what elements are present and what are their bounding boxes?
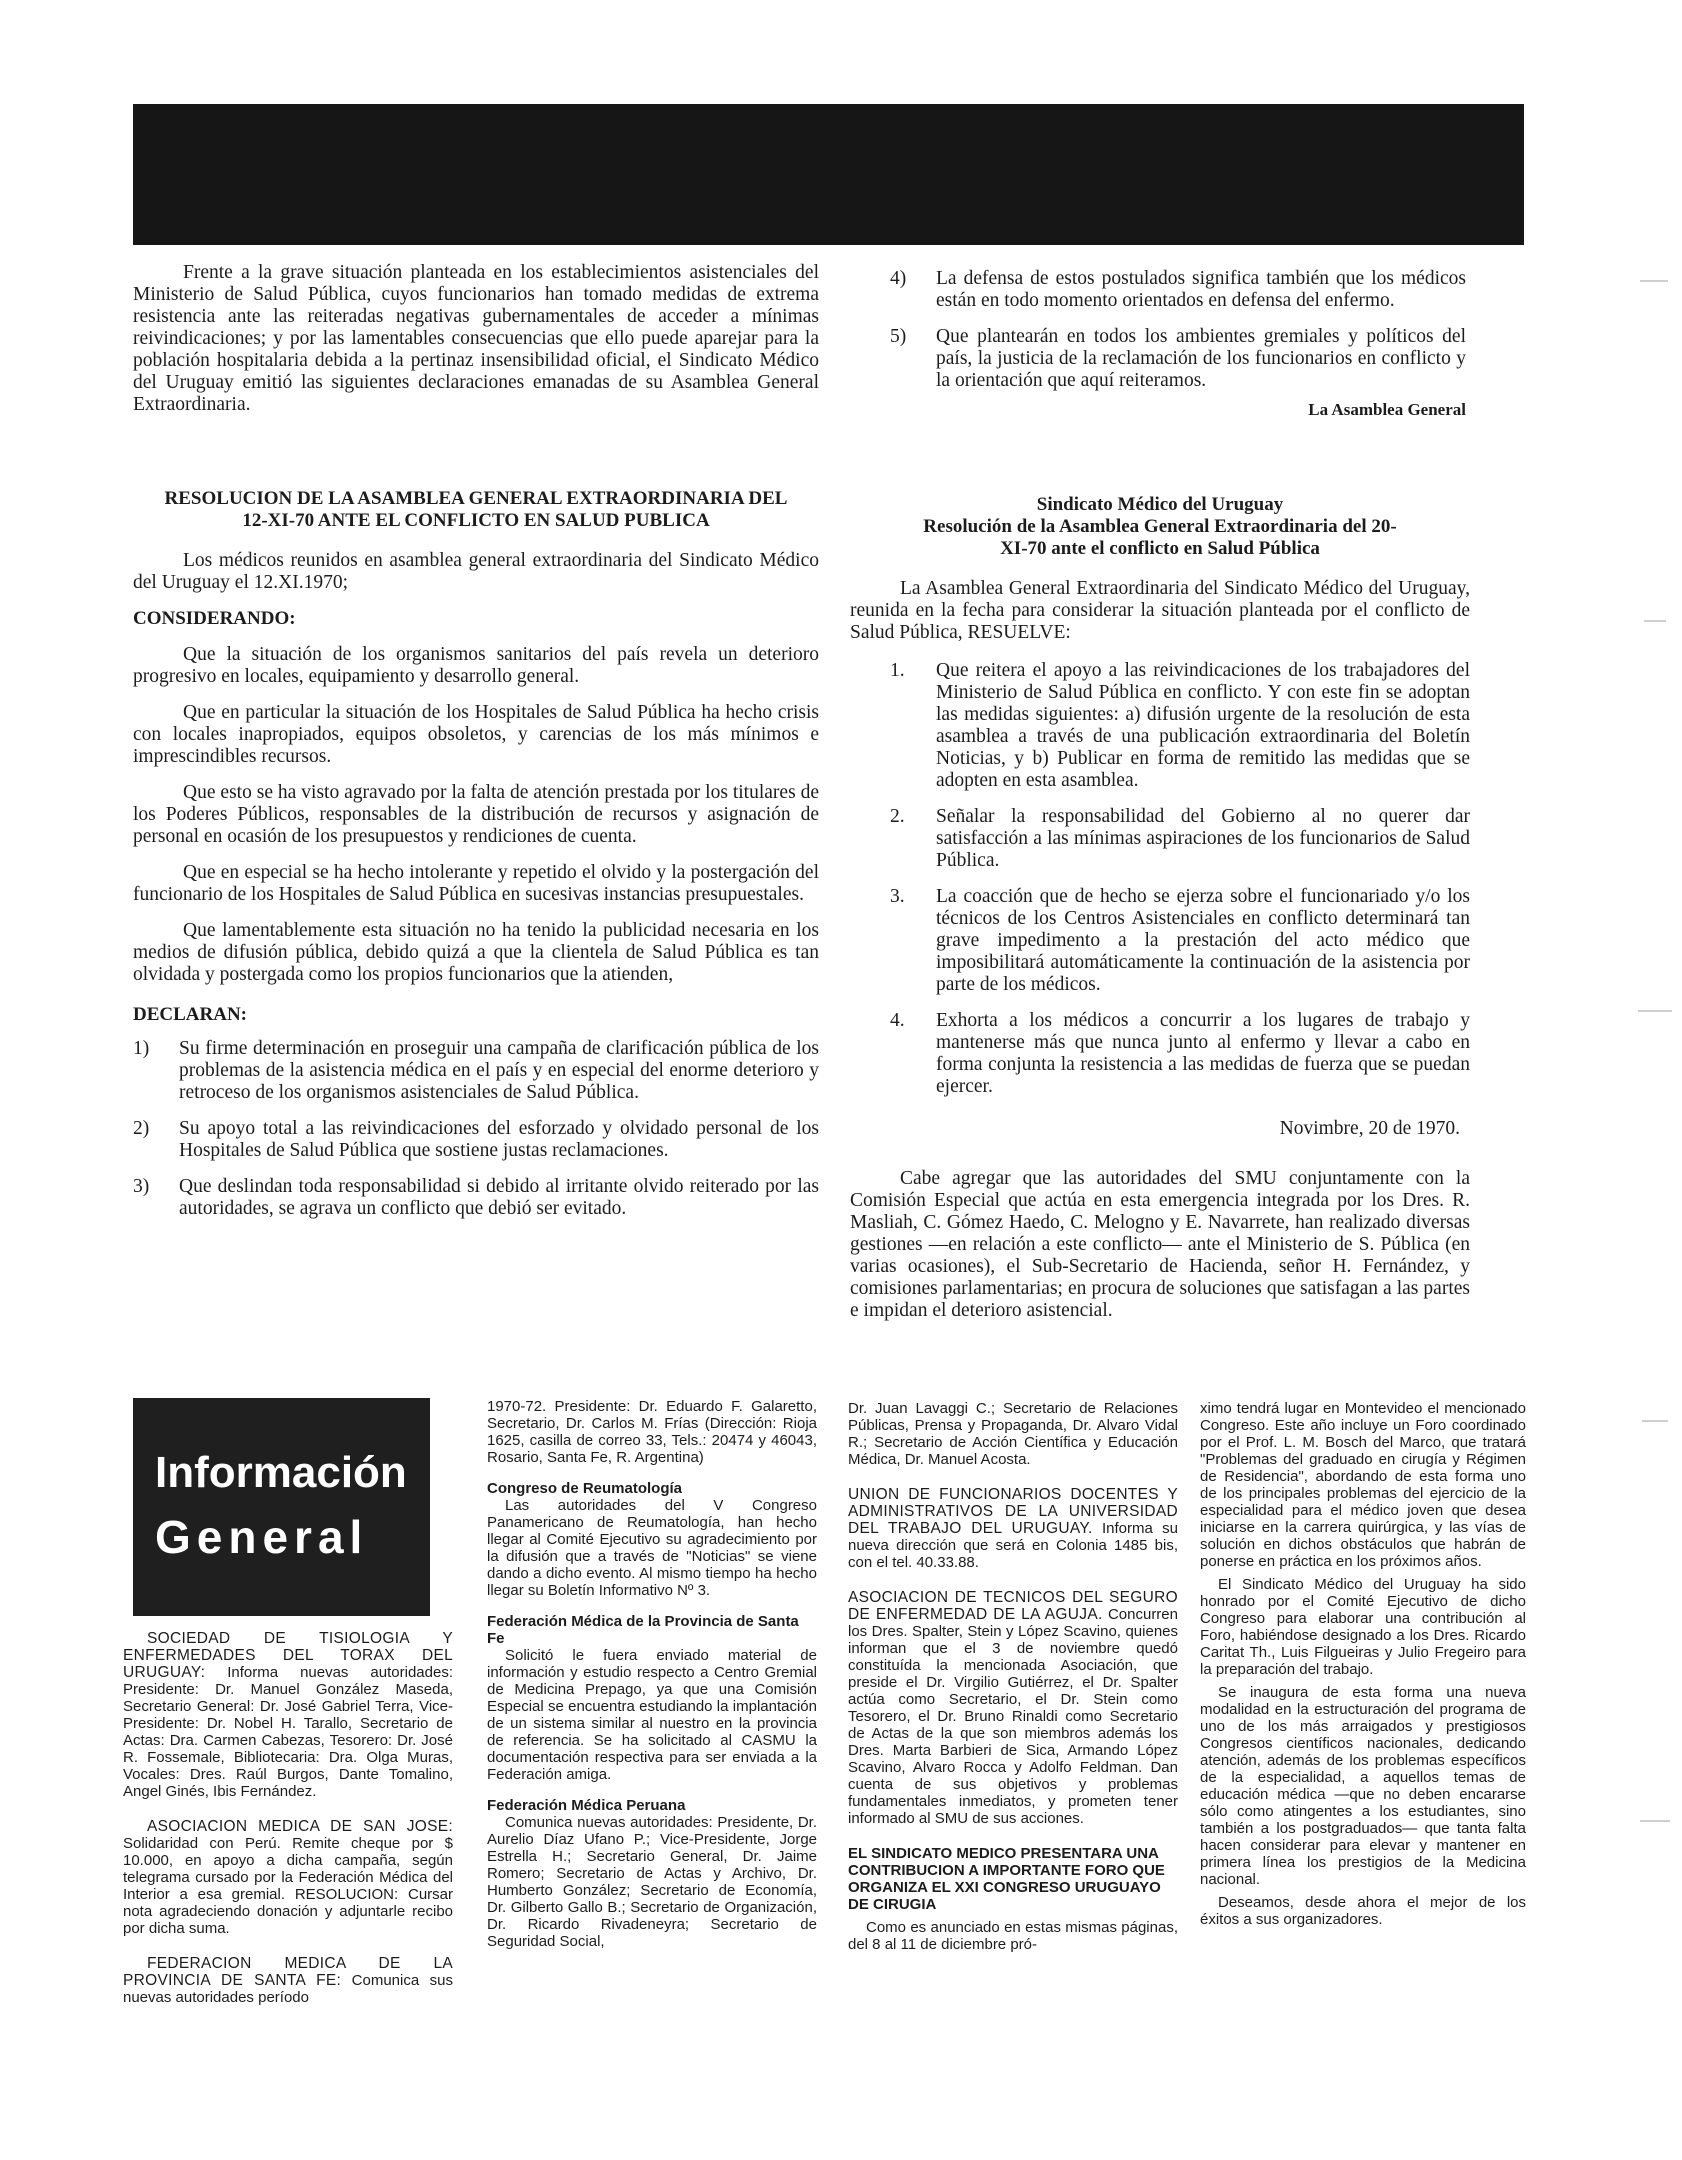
- news-item: [123, 1955, 453, 2006]
- item-text: La coacción que de hecho se ejerza sobre el funcionariado y/o los técnicos de los Centros Asistenciales en conflicto determinará tan grave impedimento a la prestación del acto médico que imposibilitará automáticamente la continuación de la asistencia por parte de los médicos.: [936, 886, 1470, 995]
- resolution-closing: Cabe agregar que las autoridades del SMU conjuntamente con la Comisión Especial que actúa en esta emergencia integrada por los Dres. R. Masliah, C. Gómez Haedo, C. Melogno y E. Navarrete, han realizado diversas gestiones —en relación a este conflicto— ante el Ministerio de S. Pública (en varias ocasiones), el Sub-Secretario de Hacienda, señor H. Fernández, y comisiones parlamentarias; en procura de soluciones que satisfagan a las partes e impidan el deterioro asistencial.: [850, 1168, 1470, 1321]
- scan-mark: [1638, 1010, 1672, 1012]
- item-number: 1.: [890, 660, 905, 681]
- news-item: [123, 1818, 453, 1937]
- news-paragraph: El Sindicato Médico del Uruguay ha sido honrado por el Comité Ejecutivo de dicho Congreso para elaborar una contribución al Foro, habiéndose designado a los Dres. Ricardo Caritat Th., Luis Filgueiras y Julio Fregeiro para la preparación del trabajo.: [1200, 1576, 1526, 1678]
- considerando-paragraph: Que en particular la situación de los Hospitales de Salud Pública ha hecho crisis con locales inapropiados, equipos obsoletos, y carencias de los más mínimos e imprescindibles recursos.: [133, 702, 819, 767]
- considerando-paragraph: Que la situación de los organismos sanitarios del país revela un deterioro progresivo en locales, equipamiento y desarrollo general.: [133, 644, 819, 687]
- news-head: ASOCIACION MEDICA DE SAN JOSE:: [147, 1818, 453, 1835]
- declaran-label: DECLARAN:: [133, 1004, 247, 1025]
- resolution-12-xi-column: [133, 488, 819, 1220]
- news-column-1: [123, 1630, 453, 2006]
- news-feature-head: EL SINDICATO MEDICO PRESENTARA UNA CONTRIBUCION A IMPORTANTE FORO QUE ORGANIZA EL XXI CONGRESO URUGUAYO DE CIRUGIA: [848, 1845, 1165, 1913]
- banner-title-line1: Información: [155, 1448, 407, 1497]
- item-number: 2): [133, 1118, 150, 1139]
- item-text: Señalar la responsabilidad del Gobierno al no querer dar satisfacción a las mínimas aspiraciones de los funcionarios de Salud Pública.: [936, 806, 1470, 871]
- news-column-4: [1200, 1400, 1526, 1928]
- news-head: Congreso de Reumatología: [487, 1480, 683, 1497]
- scan-mark: [1640, 1820, 1670, 1822]
- resolution-20-xi-column: [850, 494, 1470, 1322]
- news-text: Comunica sus nuevas autoridades período: [123, 1972, 454, 2006]
- declaran-item: [133, 1118, 819, 1162]
- news-paragraph: Deseamos, desde ahora el mejor de los éxitos a sus organizadores.: [1200, 1894, 1526, 1928]
- declaran-item: [133, 1038, 819, 1104]
- news-text: Informa nuevas autoridades: Presidente: Dr. Manuel González Maseda, Secretario General: Dr. José Gabriel Terra, Vice-Presidente: Dr. Nobel H. Tarallo, Secretario de Actas: Dra. Carmen Cabezas, Tesorero: Dr. José R. Fossemale, Bibliotecaria: Dra. Olga Muras, Vocales: Dres. Raúl Burgos, Dante Tomalino, Angel Ginés, Ibis Fernández.: [123, 1664, 453, 1800]
- resolution-item: [850, 1010, 1470, 1098]
- news-item: [848, 1589, 1178, 1827]
- news-continuation: Dr. Juan Lavaggi C.; Secretario de Relaciones Públicas, Prensa y Propaganda, Dr. Alvaro Vidal R.; Secretario de Acción Científica y Educación Médica, Dr. Manuel Acosta.: [848, 1400, 1178, 1468]
- resolution-item: [850, 806, 1470, 872]
- scan-edge-marks: [1636, 0, 1676, 2160]
- news-feature-text: Como es anunciado en estas mismas páginas, del 8 al 11 de diciembre pró-: [848, 1919, 1178, 1953]
- resolution-date: Novimbre, 20 de 1970.: [1279, 1118, 1460, 1139]
- news-head: Federación Médica Peruana: [487, 1797, 686, 1814]
- considerando-label: CONSIDERANDO:: [133, 608, 296, 629]
- intro-paragraph: Frente a la grave situación planteada en los establecimientos asistenciales del Ministerio de Salud Pública, cuyos funcionarios han tomado medidas de extrema resistencia ante las reiteradas negativas gubernamentales de acceder a mínimas reivindicaciones; y por las lamentables consecuencias que ello puede aparejar para la población hospitalaria debida a la pertinaz insensibilidad oficial, el Sindicato Médico del Uruguay emitió las siguientes declaraciones emanadas de su Asamblea General Extraordinaria.: [133, 262, 819, 415]
- news-head: FEDERACION MEDICA DE LA PROVINCIA DE SANTA FE:: [123, 1955, 453, 1989]
- item-text: Que reitera el apoyo a las reivindicaciones de los trabajadores del Ministerio de Salud Pública en conflicto. Y con este fin se adoptan las medidas siguientes: a) difusión urgente de la resolución de esta asamblea a través de una publicación extraordinaria del Boletín Noticias, y b) Publicar en forma de remitido las medidas que se adopten en esta asamblea.: [936, 660, 1470, 791]
- item-text: Que deslindan toda responsabilidad si debido al irritante olvido reiterado por las autoridades, se agrava un conflicto que debió ser evitado.: [179, 1176, 819, 1219]
- resolution-title: RESOLUCION DE LA ASAMBLEA GENERAL EXTRAORDINARIA DEL 12-XI-70 ANTE EL CONFLICTO EN SALUD PUBLICA: [164, 488, 788, 531]
- item-number: 3.: [890, 886, 905, 907]
- news-text: Concurren los Dres. Spalter, Stein y López Scavino, quienes informan que el 3 de noviembre quedó constituída la mencionada Asociación, que preside el Dr. Virgilio Gutiérrez, el Dr. Spalter actúa como Secretario, el Dr. Stein como Tesorero, el Dr. Bruno Rinaldi como Secretario de Actas de la que son miembros además los Dres. Marta Barbieri de Sica, Armando López Scavino, Alvaro Rocca y Adolfo Feldman. Dan cuenta de sus objetivos y problemas fundamentales inmediatos, y prometen tener informado al SMU de sus acciones.: [848, 1606, 1178, 1827]
- news-paragraph: Se inaugura de esta forma una nueva modalidad en la estructuración del programa de uno de los más arraigados y prestigiosos Congresos científicos nacionales, dedicando atención, además de los problemas específicos de la especialidad, a aquellos temas de educación médica —que no deben encararse sólo como atingentes a los estudiantes, sino también a los postgraduados— que tanta falta hacen considerar para elevar y mantener en primera línea los prestigios de la Medicina nacional.: [1200, 1684, 1526, 1888]
- scan-mark: [1644, 620, 1666, 622]
- news-head: SOCIEDAD DE TISIOLOGIA Y ENFERMEDADES DEL TORAX DEL URUGUAY:: [123, 1630, 453, 1681]
- news-text: Solidaridad con Perú. Remite cheque por $ 10.000, en apoyo a dicha campaña, según telegrama cursado por la Federación Médica del Interior a esa gremial. RESOLUCION: Cursar nota agradeciendo donación y adjuntarle recibo por dicha suma.: [123, 1835, 453, 1937]
- intro-items-column: [890, 268, 1466, 420]
- resolution-opening: La Asamblea General Extraordinaria del Sindicato Médico del Uruguay, reunida en la fecha para considerar la situación planteada por el conflicto de Salud Pública, RESUELVE:: [850, 578, 1470, 643]
- scan-mark: [1642, 1420, 1668, 1422]
- banner-title-line2: General: [155, 1511, 369, 1563]
- scan-mark: [1640, 280, 1668, 282]
- declaran-item: [133, 1176, 819, 1220]
- resolution-title: Resolución de la Asamblea General Extraordinaria del 20-XI-70 ante el conflicto en Salud Pública: [923, 516, 1397, 559]
- resolution-org: Sindicato Médico del Uruguay: [1036, 494, 1284, 515]
- header-black-bar: [133, 104, 1524, 245]
- news-paragraph: ximo tendrá lugar en Montevideo el mencionado Congreso. Este año incluye un Foro coordinado por el Prof. L. M. Bosch del Marco, que tratará "Problemas del graduado en cirugía y Régimen de Residencia", abordando de esta forma uno de los principales problemas del ejercicio de la especialidad para el médico joven que desea iniciarse en la carrera quirúrgica, y las vías de solución en dichos obstáculos que habrán de ponerse en práctica en los próximos años.: [1200, 1400, 1526, 1570]
- news-text: Solicitó le fuera enviado material de información y estudio respecto a Centro Gremial de Medicina Prepago, ya que una Comisión Especial se encuentra estudiando la implantación de un sistema similar al nuestro en la provincia de referencia. Se ha solicitado al CASMU la documentación respectiva para ser enviada a la Federación amiga.: [487, 1647, 817, 1783]
- news-head: Federación Médica de la Provincia de Santa Fe: [487, 1613, 799, 1647]
- news-text: Comunica nuevas autoridades: Presidente, Dr. Aurelio Díaz Ufano P.; Vice-Presidente, Jorge Estrella H.; Secretario General, Dr. Jaime Romero; Secretario de Actas y Archivo, Dr. Humberto González; Secretario de Economía, Dr. Gilberto Gallo B.; Secretario de Organización, Dr. Ricardo Rivadeneyra; Secretario de Seguridad Social,: [487, 1814, 817, 1950]
- intro-signature: La Asamblea General: [1308, 400, 1466, 419]
- item-text: Su apoyo total a las reivindicaciones del esforzado y olvidado personal de los Hospitales de Salud Pública que sostiene justas reclamaciones.: [179, 1118, 819, 1161]
- item-number: 5): [890, 326, 907, 347]
- resolution-item: [850, 886, 1470, 996]
- item-text: Que plantearán en todos los ambientes gremiales y políticos del país, la justicia de la reclamación de los funcionarios en conflicto y la orientación que aquí reiteramos.: [936, 326, 1466, 391]
- intro-item: [890, 326, 1466, 392]
- news-head: ASOCIACION DE TECNICOS DEL SEGURO DE ENFERMEDAD DE LA AGUJA.: [848, 1589, 1178, 1623]
- item-number: 3): [133, 1176, 150, 1197]
- item-number: 4.: [890, 1010, 905, 1031]
- news-head: UNION DE FUNCIONARIOS DOCENTES Y ADMINISTRATIVOS DE LA UNIVERSIDAD DEL TRABAJO DEL URUGUAY.: [848, 1486, 1178, 1537]
- intro-item: [890, 268, 1466, 312]
- news-item: [848, 1486, 1178, 1571]
- considerando-paragraph: Que lamentablemente esta situación no ha tenido la publicidad necesaria en los medios de difusión pública, debido quizá a que la clientela de Salud Pública es tan olvidada y postergada como los propios funcionarios que la atienden,: [133, 920, 819, 985]
- considerando-paragraph: Que esto se ha visto agravado por la falta de atención prestada por los titulares de los Poderes Públicos, responsables de la distribución de recursos y asignación de personal en ocasión de los presupuestos y rendiciones de cuenta.: [133, 782, 819, 847]
- news-continuation: 1970-72. Presidente: Dr. Eduardo F. Galaretto, Secretario, Dr. Carlos M. Frías (Dirección: Rioja 1625, casilla de correo 33, Tels.: 20474 y 46043, Rosario, Santa Fe, R. Argentina): [487, 1398, 817, 1466]
- intro-column: [133, 262, 819, 416]
- considerando-paragraph: Que en especial se ha hecho intolerante y repetido el olvido y la postergación del funcionario de los Hospitales de Salud Pública en sucesivas instancias presupuestales.: [133, 862, 819, 905]
- news-text: Las autoridades del V Congreso Panamericano de Reumatología, han hecho llegar al Comité Ejecutivo su agradecimiento por la difusión que a través de "Noticias" se viene dando a dicho evento. Al mismo tiempo ha hecho llegar su Boletín Informativo Nº 3.: [487, 1497, 817, 1599]
- resolution-opening: Los médicos reunidos en asamblea general extraordinaria del Sindicato Médico del Uruguay el 12.XI.1970;: [133, 550, 819, 593]
- news-item: [123, 1630, 453, 1800]
- resolution-item: [850, 660, 1470, 792]
- news-column-2: [487, 1398, 817, 1950]
- item-text: Exhorta a los médicos a concurrir a los lugares de trabajo y mantenerse más que nunca junto al enfermo y llevar a cabo en forma conjunta la resistencia a las medidas de fuerza que se puedan ejercer.: [936, 1010, 1470, 1097]
- item-text: Su firme determinación en proseguir una campaña de clarificación pública de los problemas de la asistencia médica en el país y en especial del enorme deterioro y retroceso de los organismos asistenciales de Salud Pública.: [179, 1038, 819, 1103]
- item-number: 4): [890, 268, 907, 289]
- news-column-3: [848, 1400, 1178, 1953]
- item-number: 2.: [890, 806, 905, 827]
- news-text: Informa su nueva dirección que será en Colonia 1485 bis, con el tel. 40.33.88.: [848, 1520, 1178, 1571]
- item-number: 1): [133, 1038, 150, 1059]
- info-general-banner: [133, 1398, 430, 1616]
- item-text: La defensa de estos postulados significa también que los médicos están en todo momento orientados en defensa del enfermo.: [936, 268, 1466, 311]
